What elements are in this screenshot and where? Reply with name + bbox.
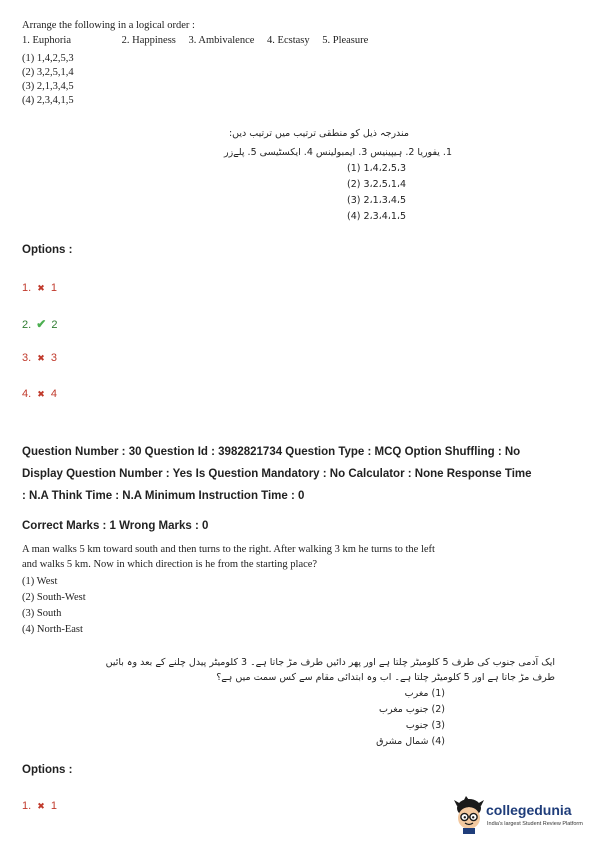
- q30-header-line-3: : N.A Think Time : N.A Minimum Instruction Time : 0: [22, 490, 305, 502]
- q29-urdu-items: 1. یفوریا 2. ہیپینیس 3. ایمبولینس 4. ایکسٹیسی 5. پلےزر: [224, 147, 452, 158]
- q30-choice-2: (2) South-West: [22, 592, 86, 603]
- option-value: 1: [50, 282, 57, 294]
- option-number: 1.: [22, 282, 32, 294]
- option-value: 3: [50, 352, 57, 364]
- q29-prompt: Arrange the following in a logical order :: [22, 20, 195, 31]
- option-number: 2.: [22, 319, 32, 331]
- q29-choice-4: (4) 2,3,4,1,5: [22, 95, 74, 106]
- option-value: 4: [50, 388, 57, 400]
- q29-urdu-choice-4: 2،3،4،1،5 (4): [347, 211, 406, 222]
- q30-urdu-choice-2: (2) جنوب مغرب: [379, 704, 445, 715]
- collegedunia-logo[interactable]: [452, 796, 592, 836]
- q29-choice-2: (2) 3,2,5,1,4: [22, 67, 74, 78]
- q29-choice-3: (3) 2,1,3,4,5: [22, 81, 74, 92]
- wrong-icon: ✖: [37, 283, 45, 293]
- wrong-icon: ✖: [37, 389, 45, 399]
- q30-options-label: Options :: [22, 764, 73, 776]
- q29-urdu-choice-2: 3،2،5،1،4 (2): [347, 179, 406, 190]
- q29-urdu-choice-3: 2،1،3،4،5 (3): [347, 195, 406, 206]
- option-number: 1.: [22, 800, 32, 812]
- q29-option-4: [22, 388, 57, 400]
- q30-urdu-line-1: ایک آدمی جنوب کی طرف 5 کلومیٹر چلتا ہے اور پھر دائیں طرف مڑ جاتا ہے۔ 3 کلومیٹر پیدل چلنے کے بعد وہ بائیں: [105, 657, 555, 668]
- q29-item-1: 1. Euphoria: [22, 35, 71, 46]
- q29-item-5: 5. Pleasure: [322, 35, 369, 46]
- q30-header-line-1: Question Number : 30 Question Id : 3982821734 Question Type : MCQ Option Shuffling : No: [22, 446, 521, 458]
- logo-name: collegedunia: [486, 802, 572, 818]
- check-icon: ✔: [36, 317, 47, 331]
- q30-header: [22, 441, 582, 507]
- q29-item-4: 4. Ecstasy: [267, 35, 310, 46]
- q30-choice-4: (4) North-East: [22, 624, 83, 635]
- q29-items: [22, 35, 382, 48]
- option-number: 3.: [22, 352, 32, 364]
- q30-urdu-choice-1: (1) مغرب: [404, 688, 445, 699]
- q30-option-1: [22, 800, 57, 812]
- q30-header-line-2: Display Question Number : Yes Is Question Mandatory : No Calculator : None Response Time: [22, 468, 532, 480]
- q30-marks: Correct Marks : 1 Wrong Marks : 0: [22, 520, 209, 532]
- q29-urdu-prompt: مندرجہ ذیل کو منطقی ترتیب میں ترتیب دیں:: [228, 128, 409, 139]
- wrong-icon: ✖: [37, 801, 45, 811]
- q30-choice-3: (3) South: [22, 608, 62, 619]
- q30-prompt-line-2: and walks 5 km. Now in which direction is he from the starting place?: [22, 559, 318, 570]
- logo-tagline: India's largest Student Review Platform: [487, 821, 583, 827]
- q30-prompt-line-1: A man walks 5 km toward south and then turns to the right. After walking 3 km he turns to the left: [22, 544, 435, 555]
- q30-urdu-line-2: طرف مڑ جاتا ہے اور 5 کلومیٹر چلتا ہے۔ اب وہ ابتدائی مقام سے کس سمت میں ہے؟: [216, 672, 555, 683]
- q29-item-3: 3. Ambivalence: [188, 35, 255, 46]
- q30-choice-1: (1) West: [22, 576, 58, 587]
- option-value: 2: [51, 319, 58, 331]
- option-value: 1: [50, 800, 57, 812]
- q29-urdu-choice-1: 1،4،2،5،3 (1): [347, 163, 406, 174]
- q29-option-1: [22, 282, 57, 294]
- option-number: 4.: [22, 388, 32, 400]
- q30-urdu-choice-4: (4) شمال مشرق: [376, 736, 445, 747]
- mascot-icon: [452, 796, 486, 834]
- wrong-icon: ✖: [37, 353, 45, 363]
- q29-option-3: [22, 352, 57, 364]
- q29-option-2: [22, 317, 58, 331]
- q29-item-2: 2. Happiness: [121, 35, 176, 46]
- q30-urdu-choice-3: (3) جنوب: [405, 720, 445, 731]
- q29-choice-1: (1) 1,4,2,5,3: [22, 53, 74, 64]
- q29-options-label: Options :: [22, 244, 73, 256]
